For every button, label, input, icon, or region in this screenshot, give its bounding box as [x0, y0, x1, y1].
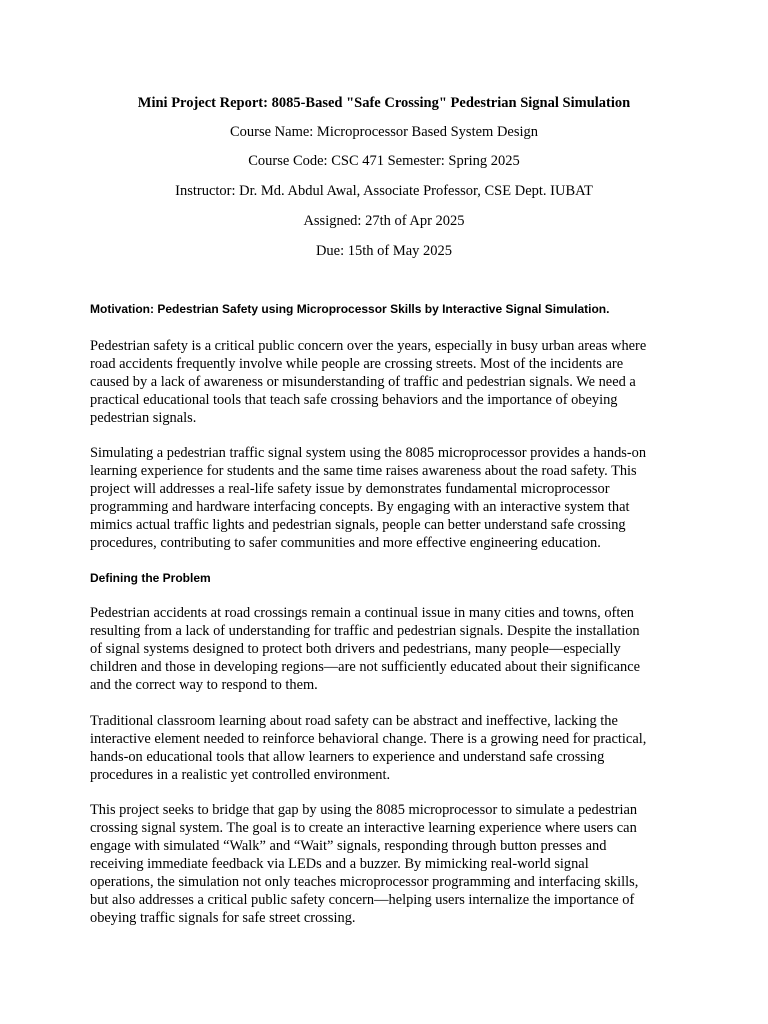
paragraph-line: Simulating a pedestrian traffic signal system using the 8085 microprocessor provides a hands-on — [90, 445, 647, 461]
paragraph-line: learning experience for students and the same time raises awareness about the road safety. This — [90, 463, 637, 479]
paragraph-line: children and those in developing regions—are not sufficiently educated about their significance — [90, 659, 640, 675]
course-name: Course Name: Microprocessor Based System Design — [229, 124, 539, 140]
paragraph-line: but also addresses a critical public safety concern—helping users internalize the importance of — [90, 892, 635, 908]
paragraph-line: Pedestrian safety is a critical public concern over the years, especially in busy urban areas where — [90, 338, 647, 354]
motivation-paragraph-2 — [90, 444, 690, 552]
paragraph-line: Traditional classroom learning about road safety can be abstract and ineffective, lacking the — [90, 713, 618, 729]
paragraph-line: project will addresses a real-life safety issue by demonstrates fundamental microprocessor — [90, 481, 610, 497]
paragraph-line: interactive element needed to reinforce behavioral change. There is a growing need for practical, — [90, 731, 647, 747]
paragraph-line: practical educational tools that teach safe crossing behaviors and the importance of obeying — [90, 392, 618, 408]
motivation-heading: Motivation: Pedestrian Safety using Microprocessor Skills by Interactive Signal Simulation. — [90, 302, 610, 316]
paragraph-line: crossing signal system. The goal is to create an interactive learning experience where users can — [90, 820, 637, 836]
paragraph-line: mimics actual traffic lights and pedestrian signals, people can better understand safe crossing — [90, 517, 626, 533]
report-title: Mini Project Report: 8085-Based "Safe Crossing" Pedestrian Signal Simulation — [137, 95, 631, 111]
paragraph-line: This project seeks to bridge that gap by using the 8085 microprocessor to simulate a pedestrian — [90, 802, 638, 818]
course-code: Course Code: CSC 471 Semester: Spring 2025 — [248, 153, 520, 169]
instructor: Instructor: Dr. Md. Abdul Awal, Associate Professor, CSE Dept. IUBAT — [175, 183, 593, 199]
paragraph-line: of signal systems designed to protect both drivers and pedestrians, many people—especially — [90, 641, 621, 657]
paragraph-line: pedestrian signals. — [90, 410, 197, 426]
paragraph-line: procedures in a realistic yet controlled environment. — [90, 767, 391, 783]
paragraph-line: caused by a lack of awareness or misunderstanding of traffic and pedestrian signals. We need a — [90, 374, 636, 390]
due-date: Due: 15th of May 2025 — [315, 243, 453, 259]
assigned-date: Assigned: 27th of Apr 2025 — [303, 213, 465, 229]
paragraph-line: receiving immediate feedback via LEDs and a buzzer. By mimicking real-world signal — [90, 856, 589, 872]
paragraph-line: operations, the simulation not only teaches microprocessor programming and interfacing skills, — [90, 874, 639, 890]
paragraph-line: hands-on educational tools that allow learners to experience and understand safe crossing — [90, 749, 605, 765]
paragraph-line: obeying traffic signals for safe street crossing. — [90, 910, 356, 926]
problem-paragraph-3 — [90, 801, 690, 927]
paragraph-line: programming and hardware interfacing concepts. By engaging with an interactive system that — [90, 499, 630, 515]
paragraph-line: road accidents frequently involve while people are crossing streets. Most of the incidents are — [90, 356, 624, 372]
problem-heading: Defining the Problem — [90, 571, 211, 585]
motivation-paragraph-1 — [90, 337, 690, 427]
paragraph-line: engage with simulated “Walk” and “Wait” signals, responding through button presses and — [90, 838, 607, 854]
problem-paragraph-2 — [90, 712, 690, 784]
problem-paragraph-1 — [90, 604, 690, 694]
paragraph-line: procedures, contributing to safer communities and more effective engineering education. — [90, 535, 601, 551]
paragraph-line: and the correct way to respond to them. — [90, 677, 318, 693]
paragraph-line: Pedestrian accidents at road crossings remain a continual issue in many cities and towns, often — [90, 605, 634, 621]
paragraph-line: resulting from a lack of understanding for traffic and pedestrian signals. Despite the installation — [90, 623, 640, 639]
